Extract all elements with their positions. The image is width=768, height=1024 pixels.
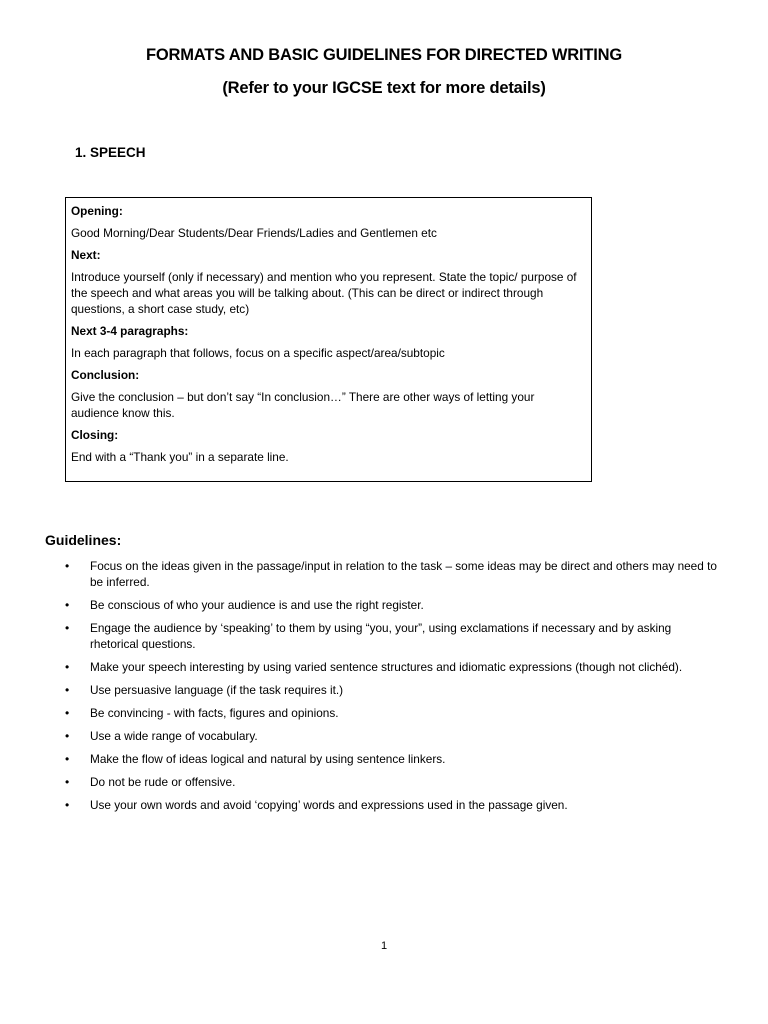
paragraphs-label: Next 3-4 paragraphs:: [71, 324, 189, 338]
bullet-icon: •: [65, 752, 70, 766]
list-item: [62, 751, 722, 767]
list-item: [62, 705, 722, 721]
guideline-text: Make the flow of ideas logical and natural by using sentence linkers.: [90, 752, 446, 766]
bullet-icon: •: [65, 598, 70, 612]
closing-text: End with a “Thank you” in a separate line.: [71, 450, 289, 464]
list-item: [62, 597, 722, 613]
list-item: [62, 682, 722, 698]
guidelines-list: [62, 558, 722, 820]
guideline-text: Be conscious of who your audience is and use the right register.: [90, 598, 424, 612]
list-item: [62, 728, 722, 744]
guideline-text: Make your speech interesting by using varied sentence structures and idiomatic expressions (though not clichéd).: [90, 660, 683, 674]
guideline-text: Use a wide range of vocabulary.: [90, 729, 258, 743]
next-label: Next:: [71, 248, 101, 262]
bullet-icon: •: [65, 683, 70, 697]
paragraphs-text: In each paragraph that follows, focus on a specific aspect/area/subtopic: [71, 346, 445, 360]
guideline-text: Focus on the ideas given in the passage/input in relation to the task – some ideas may be direct and others may need to be inferred.: [90, 559, 717, 589]
guidelines-heading: Guidelines:: [45, 532, 122, 548]
bullet-icon: •: [65, 660, 70, 674]
list-item: [62, 797, 722, 813]
next-text: Introduce yourself (only if necessary) and mention who you represent. State the topic/ purpose of the speech and what areas you will be talking about. (This can be direct or indirect through questions, a short case study, etc): [71, 270, 577, 316]
guideline-text: Engage the audience by ‘speaking’ to them by using “you, your”, using exclamations if necessary and by asking rhetorical questions.: [90, 621, 672, 651]
guideline-text: Do not be rude or offensive.: [90, 775, 236, 789]
bullet-icon: •: [65, 706, 70, 720]
opening-label: Opening:: [71, 204, 123, 218]
guideline-text: Use your own words and avoid ‘copying’ words and expressions used in the passage given.: [90, 798, 568, 812]
bullet-icon: •: [65, 798, 70, 812]
guideline-text: Use persuasive language (if the task requires it.): [90, 683, 344, 697]
list-item: [62, 558, 722, 590]
list-item: [62, 620, 722, 652]
closing-label: Closing:: [71, 428, 119, 442]
document-subtitle: (Refer to your IGCSE text for more details): [222, 79, 546, 97]
speech-format-box: [65, 197, 592, 482]
section-heading-speech: 1. SPEECH: [75, 145, 146, 160]
list-item: [62, 659, 722, 675]
document-title: FORMATS AND BASIC GUIDELINES FOR DIRECTED WRITING: [145, 46, 623, 64]
bullet-icon: •: [65, 729, 70, 743]
bullet-icon: •: [65, 621, 70, 635]
opening-text: Good Morning/Dear Students/Dear Friends/Ladies and Gentlemen etc: [71, 226, 437, 240]
bullet-icon: •: [65, 775, 70, 789]
bullet-icon: •: [65, 559, 70, 573]
list-item: [62, 774, 722, 790]
conclusion-label: Conclusion:: [71, 368, 140, 382]
page-number: 1: [380, 940, 388, 952]
guideline-text: Be convincing - with facts, figures and opinions.: [90, 706, 339, 720]
conclusion-text: Give the conclusion – but don’t say “In conclusion…” There are other ways of letting your audience know this.: [71, 390, 535, 420]
